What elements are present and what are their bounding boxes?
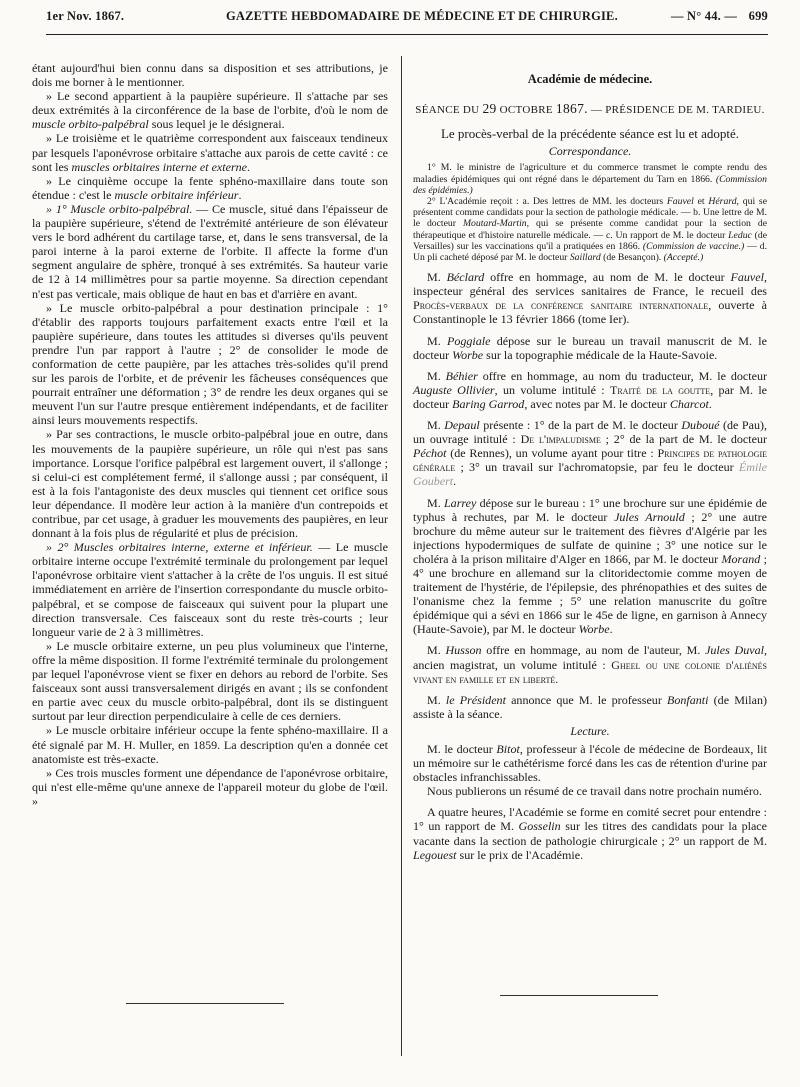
paragraph: M. le Président annonce que M. le professeur Bonfanti (de Milan) assiste à la séance. [413,692,767,721]
paragraph: étant aujourd'hui bien connu dans sa disposition et ses attributions, je dois me borner à le mentionner. [32,61,388,90]
header-rule [46,34,768,35]
paragraph: » Ces trois muscles forment une dépendance de l'aponévrose orbitaire, qui n'est elle-même qu'une annexe de l'appareil moteur du globe de l'œil. » [32,765,388,808]
paragraph: » Le muscle orbitaire externe, un peu plus volumineux que l'interne, offre la même disposition. Il forme l'extrémité terminale du prolongement par lequel l'aponévrose vient se fixer en dehors au rebord de l'orbite. Ses faisceaux sont aussi transversalement dirigés en avant ; ils se confondent en partie avec ceux du muscle orbito-palpébral, dont ils se distinguent surtout par leur direction perpendiculaire à celle de ces derniers. [32,638,388,724]
paragraph: » 1° Muscle orbito-palpébral. — Ce muscle, situé dans l'épaisseur de la paupière supérieure, s'étend de l'extrémité antérieure de son élévateur vers le bord adhérent du cartilage tarse, et, dans le sens transversal, de la paroi interne à la paroi externe de l'orbite. Il affecte la forme d'un segment angulaire de sphère, tronqué à ses extrémités. Sa hauteur varie de 12 à 14 millimètres pour sa partie moyenne. Sa direction cependant n'est pas verticale, mais oblique de haut en bas et d'arrière en avant. [32,201,388,301]
left-column [32,61,388,808]
paragraph: » Le troisième et le quatrième correspondent aux faisceaux tendineux par lesquels l'aponévrose orbitaire s'attache aux parois de cette cavité : ce sont les muscles orbitaires interne et externe. [32,131,388,174]
journal-title: GAZETTE HEBDOMADAIRE DE MÉDECINE ET DE CHIRURGIE. [226,9,618,23]
paragraph: M. Poggiale dépose sur le bureau un travail manuscrit de M. le docteur Worbe sur la topographie médicale de la Haute-Savoie. [413,333,767,362]
column-divider [401,56,402,1056]
paragraph: M. le docteur Bitot, professeur à l'école de médecine de Bordeaux, lit un mémoire sur le cathétérisme forcé dans les cas de rétention d'urine par obstacles infranchissables. [413,742,767,785]
right-column [413,61,767,862]
subsection-title: Correspondance. [548,144,632,159]
paragraph: M. Béclard offre en hommage, au nom de M. le docteur Fauvel, inspecteur général des services sanitaires de France, le recueil des Procès-verbaux de la conférence sanitaire internationale, ouverte à Constantinople le 13 février 1866 (tome Ier). [413,270,767,327]
paragraph: Nous publierons un résumé de ce travail dans notre prochain numéro. [427,784,762,799]
paragraph: M. Larrey dépose sur le bureau : 1° une brochure sur une épidémie de typhus à rechutes, par M. le docteur Jules Arnould ; 2° une autre brochure du même auteur sur le traitement des fièvres d'Algérie par les injections hypodermiques de sulfate de quinine ; 3° une notice sur le choléra à la prison militaire d'Alger en 1866, par M. le docteur Morand ; 4° une brochure en allemand sur la clitoridectomie comme moyen de traitement de l'hystérie, de l'épilepsie, des phrénopathies et des suites de l'onanisme chez la femme ; 5° une relation manuscrite du goître épidémique qui a sévi en 1866 sur le 45e de ligne, en garnison à Annecy (Haute-Savoie), par M. le docteur Worbe. [413,495,768,637]
paragraph: M. Husson offre en hommage, au nom de l'auteur, M. Jules Duval, ancien magistrat, un volume intitulé : Gheel ou une colonie d'aliénés vivant en famille et en liberté. [413,643,767,686]
section-title: Académie de médecine. [527,72,653,86]
paragraph: » 2° Muscles orbitaires interne, externe et inférieur. — Le muscle orbitaire interne occupe l'extrémité terminale du prolongement par lequel l'aponévrose orbitaire vient s'attacher à la crête de l'os unguis. Il est situé immédiatement en arrière de l'insertion correspondante du muscle orbito-palpébral, et se compose de faisceaux qui suivent pour la plupart une direction transversale. Ces faisceaux sont du reste très-courts ; leur longueur varie de 2 à 3 millimètres. [32,540,389,639]
paragraph: » Le cinquième occupe la fente sphéno-maxillaire dans toute son étendue : c'est le muscle orbitaire inférieur. [32,173,388,202]
proces-verbal: Le procès-verbal de la précédente séance est lu et adopté. [440,126,740,142]
issue-number: — N° 44. — [671,9,738,23]
page-header [46,0,768,44]
paragraph: M. Depaul présente : 1° de la part de M. le docteur Duboué (de Pau), un ouvrage intitulé : De l'impaludisme ; 2° de la part de M. le docteur Péchot (de Rennes), un volume ayant pour titre : Principes de pathologie générale ; 3° un travail sur l'achromatopsie, par feu le docteur Émile Goubert. [413,418,768,489]
paragraph: » Le muscle orbito-palpébral a pour destination principale : 1° d'établir des rapports toujours parfaitement exacts entre l'œil et la paupière supérieure, dans toutes les attitudes si diverses qu'ils peuvent prendre l'un par rapport à l'autre ; 2° de consolider le mode de conformation de cette paupière, par les attaches très-solides qu'il prend sur les parois de l'orbite, et de prévenir les fâcheuses conséquences que pourrait entraîner une déformation ; 3° de rendre les deux organes qui se meuvent l'un sur l'autre presque entièrement indépendants, et de faciliter ainsi leurs mouvements respectifs. [32,300,388,428]
correspondence-item: 2° L'Académie reçoit : a. Des lettres de MM. les docteurs Fauvel et Hérard, qui se présentent comme candidats pour la section de pathologie médicale. — b. Une lettre de M. le docteur Moutard-Martin, qui se présente comme candidat pour la section de thérapeutique et d'histoire naturelle médicale. — c. Un rapport de M. le docteur Leduc (de Versailles) sur les vaccinations qu'il a pratiquées en 1866. (Commission de vaccine.) — d. Un pli cacheté déposé par M. le docteur Saillard (de Besançon). (Accepté.) [413,195,767,263]
paragraph: » Le second appartient à la paupière supérieure. Il s'attache par ses deux extrémités à la circonférence de la base de l'orbite, d'où le nom de muscle orbito-palpébral sous lequel je le désignerai. [32,89,388,132]
paragraph: » Le muscle orbitaire inférieur occupe la fente sphéno-maxillaire. Il a été signalé par M. H. Muller, en 1859. La description qu'en a donnée cet anatomiste est très-exacte. [32,723,388,766]
end-rule-left [126,1003,284,1004]
paragraph: » Par ses contractions, le muscle orbito-palpébral joue en outre, dans les mouvements de la paupière supérieure, un rôle qui n'est pas sans importance. Lorsque l'orifice palpébral est largement ouvert, il s'allonge ; si celui-ci est complétement fermé, il s'allonge aussi ; par conséquent, il est à la fois l'antagoniste des deux muscles qui tiennent cet orifice sous leur dépendance. Il modère leur action à la manière d'un contrepoids et contribue, par cet usage, à graduer les mouvements des paupières, en leur donnant à la fois plus de régularité et plus de précision. [32,427,388,541]
subsection-title: Lecture. [570,723,610,738]
end-rule-right [500,995,658,996]
page-number: 699 [748,9,768,23]
issue-date: 1er Nov. 1867. [46,9,125,23]
paragraph: M. Béhier offre en hommage, au nom du traducteur, M. le docteur Auguste Ollivier, un volume intitulé : Traité de la goutte, par M. le docteur Baring Garrod, avec notes par M. le docteur Charcot. [413,368,768,411]
seance-line: SÉANCE DU 29 OCTOBRE 1867. — PRÉSIDENCE DE M. TARDIEU. [415,101,765,117]
paragraph: A quatre heures, l'Académie se forme en comité secret pour entendre : 1° un rapport de M. Gosselin sur les titres des candidats pour la place vacante dans la section de pathologie chirurgicale ; 2° un rapport de M. Legouest sur le prix de l'Académie. [413,805,768,862]
correspondence-item: 1° M. le ministre de l'agriculture et du commerce transmet le compte rendu des maladies épidémiques qui ont régné dans le département du Tarn en 1866. (Commission des épidémies.) [413,162,767,196]
